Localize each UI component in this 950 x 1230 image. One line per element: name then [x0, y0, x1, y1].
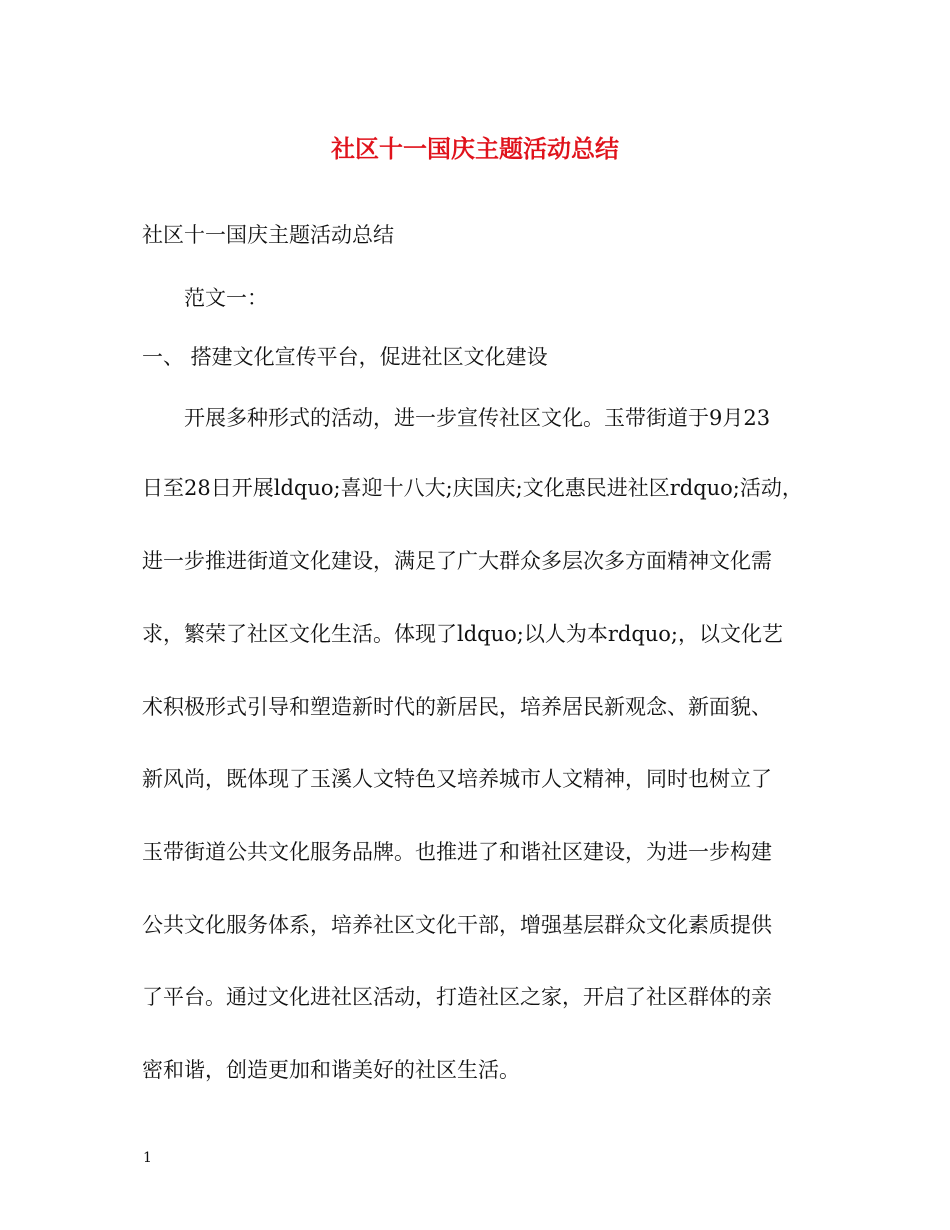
body-line: 了平台。通过文化进社区活动，打造社区之家，开启了社区群体的亲 — [142, 985, 772, 1009]
document-subtitle: 社区十一国庆主题活动总结 — [142, 223, 394, 247]
section-heading: 一、 搭建文化宣传平台，促进社区文化建设 — [142, 345, 548, 369]
page-number: 1 — [143, 1150, 152, 1166]
section-label: 范文一： — [184, 286, 268, 310]
body-line: 术积极形式引导和塑造新时代的新居民，培养居民新观念、新面貌、 — [142, 695, 772, 719]
body-line: 日至28日开展ldquo;喜迎十八大;庆国庆;文化惠民进社区rdquo;活动， — [142, 476, 803, 500]
body-line: 公共文化服务体系，培养社区文化干部，增强基层群众文化素质提供 — [142, 913, 772, 937]
body-line: 密和谐，创造更加和谐美好的社区生活。 — [142, 1058, 520, 1082]
body-line: 玉带街道公共文化服务品牌。也推进了和谐社区建设，为进一步构建 — [142, 840, 772, 864]
body-line: 进一步推进街道文化建设，满足了广大群众多层次多方面精神文化需 — [142, 549, 772, 573]
body-line: 新风尚，既体现了玉溪人文特色又培养城市人文精神，同时也树立了 — [142, 767, 772, 791]
body-line: 开展多种形式的活动，进一步宣传社区文化。玉带街道于9月23 — [184, 406, 771, 430]
document-title: 社区十一国庆主题活动总结 — [331, 134, 619, 163]
body-line: 求，繁荣了社区文化生活。体现了ldquo;以人为本rdquo;，以文化艺 — [142, 622, 784, 646]
